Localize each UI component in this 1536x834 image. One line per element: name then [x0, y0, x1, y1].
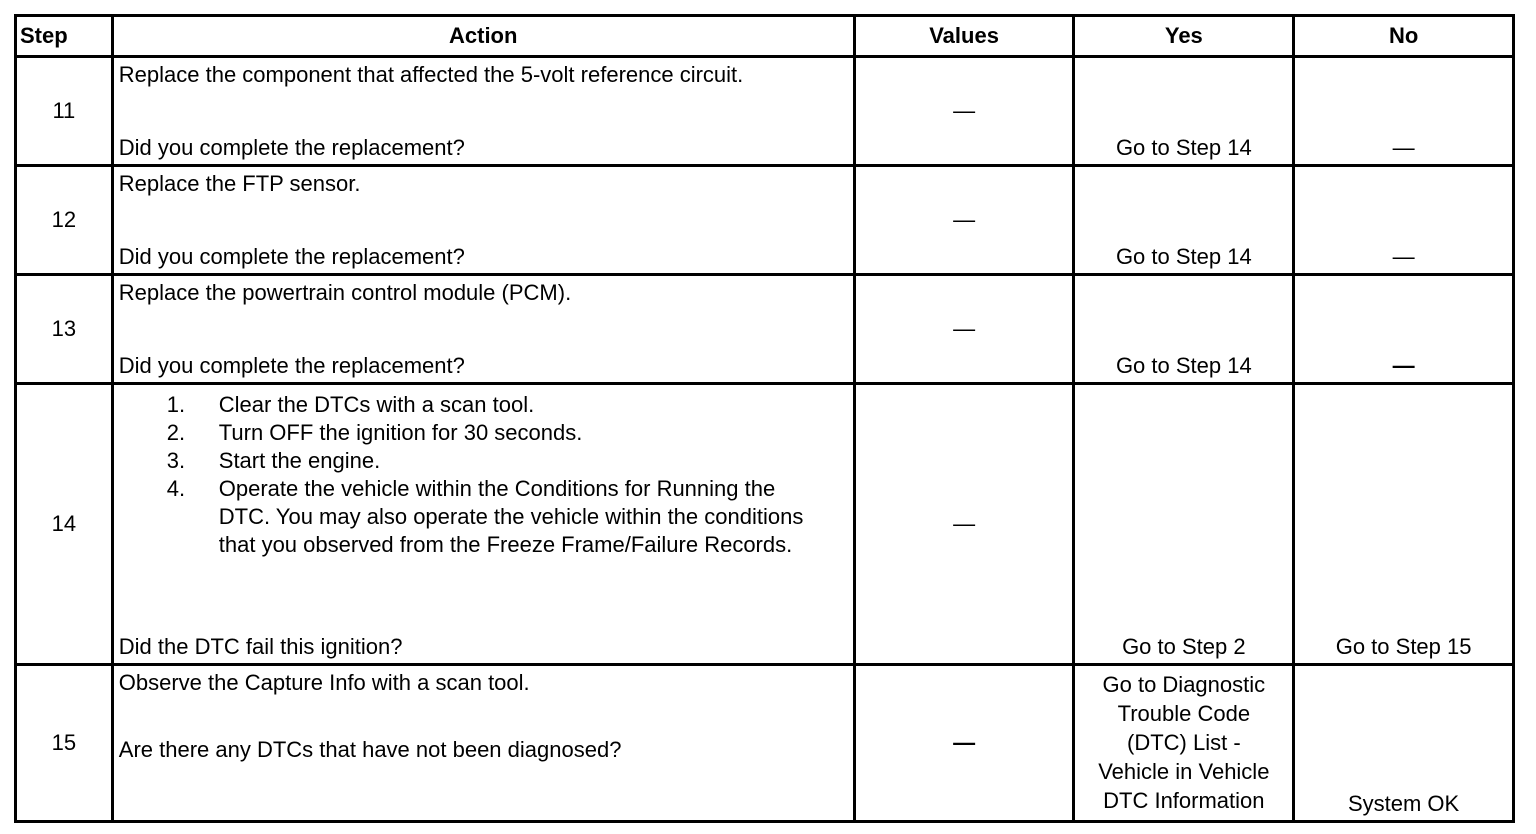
yes-link[interactable]: Go to Diagnostic Trouble Code (DTC) List - Vehicle in Vehicle DTC Information — [1098, 672, 1270, 813]
no-dash: — — [1392, 353, 1415, 378]
step-cell — [16, 57, 113, 166]
no-cell — [1294, 665, 1514, 822]
action-cell — [112, 57, 854, 166]
table-row-step-11 — [16, 57, 1514, 166]
yes-link[interactable]: Go to Step 14 — [1115, 135, 1252, 160]
values-cell — [854, 275, 1074, 384]
values-cell — [854, 166, 1074, 275]
values-dash: — — [953, 207, 976, 232]
table-row-step-13 — [16, 275, 1514, 384]
action-question: Are there any DTCs that have not been diagnosed? — [118, 737, 622, 762]
step-number: 14 — [51, 511, 77, 536]
yes-cell — [1074, 166, 1294, 275]
action-question: Did you complete the replacement? — [118, 353, 465, 378]
step-cell — [16, 384, 113, 665]
yes-link[interactable]: Go to Step 14 — [1115, 244, 1252, 269]
no-cell — [1294, 384, 1514, 665]
yes-cell — [1074, 57, 1294, 166]
action-question: Did you complete the replacement? — [118, 135, 465, 160]
values-cell — [854, 384, 1074, 665]
table-row-step-15 — [16, 665, 1514, 822]
values-dash: — — [953, 316, 976, 341]
yes-link[interactable]: Go to Step 2 — [1122, 634, 1246, 659]
step-number: 15 — [51, 730, 77, 755]
yes-cell — [1074, 275, 1294, 384]
header-values: Values — [854, 16, 1074, 57]
yes-link[interactable]: Go to Step 14 — [1115, 353, 1252, 378]
values-dash: — — [953, 98, 976, 123]
step-cell — [16, 275, 113, 384]
yes-cell — [1074, 384, 1294, 665]
step-number: 13 — [51, 316, 77, 341]
yes-cell — [1074, 665, 1294, 822]
action-instruction: Replace the FTP sensor. — [118, 171, 361, 196]
header-row — [16, 16, 1514, 57]
list-item: 2. Turn OFF the ignition for 30 seconds. — [166, 420, 583, 445]
step-number: 12 — [51, 207, 77, 232]
no-cell — [1294, 166, 1514, 275]
step-number: 11 — [52, 98, 76, 123]
step-cell — [16, 166, 113, 275]
action-step-list — [119, 391, 849, 559]
action-question: Did you complete the replacement? — [118, 244, 465, 269]
header-action: Action — [112, 16, 854, 57]
action-instruction: Replace the component that affected the 5-volt reference circuit. — [118, 62, 744, 87]
values-cell — [854, 665, 1074, 822]
no-cell — [1294, 275, 1514, 384]
no-link[interactable]: Go to Step 15 — [1335, 634, 1472, 659]
header-yes: Yes — [1074, 16, 1294, 57]
header-step: Step — [16, 16, 113, 57]
values-cell — [854, 57, 1074, 166]
list-item: 1. Clear the DTCs with a scan tool. — [166, 392, 535, 417]
action-cell — [112, 384, 854, 665]
list-item: 3. Start the engine. — [166, 448, 381, 473]
diagnostic-table — [14, 14, 1515, 823]
step-cell — [16, 665, 113, 822]
action-cell — [112, 275, 854, 384]
header-no: No — [1294, 16, 1514, 57]
action-cell — [112, 665, 854, 822]
action-instruction: Replace the powertrain control module (PCM). — [118, 280, 572, 305]
action-question: Did the DTC fail this ignition? — [118, 634, 403, 659]
list-item: 4. Operate the vehicle within the Conditions for Running the DTC. You may also operate the vehicle within the conditions that you observed from the Freeze Frame/Failure Records. — [166, 476, 804, 557]
action-cell — [112, 166, 854, 275]
table-row-step-14 — [16, 384, 1514, 665]
no-cell — [1294, 57, 1514, 166]
table-row-step-12 — [16, 166, 1514, 275]
values-dash: — — [953, 730, 976, 755]
values-dash: — — [953, 511, 976, 536]
no-dash: — — [1392, 135, 1415, 160]
no-dash: — — [1392, 244, 1415, 269]
no-result: System OK — [1347, 791, 1460, 816]
action-instruction: Observe the Capture Info with a scan tool. — [118, 670, 530, 695]
